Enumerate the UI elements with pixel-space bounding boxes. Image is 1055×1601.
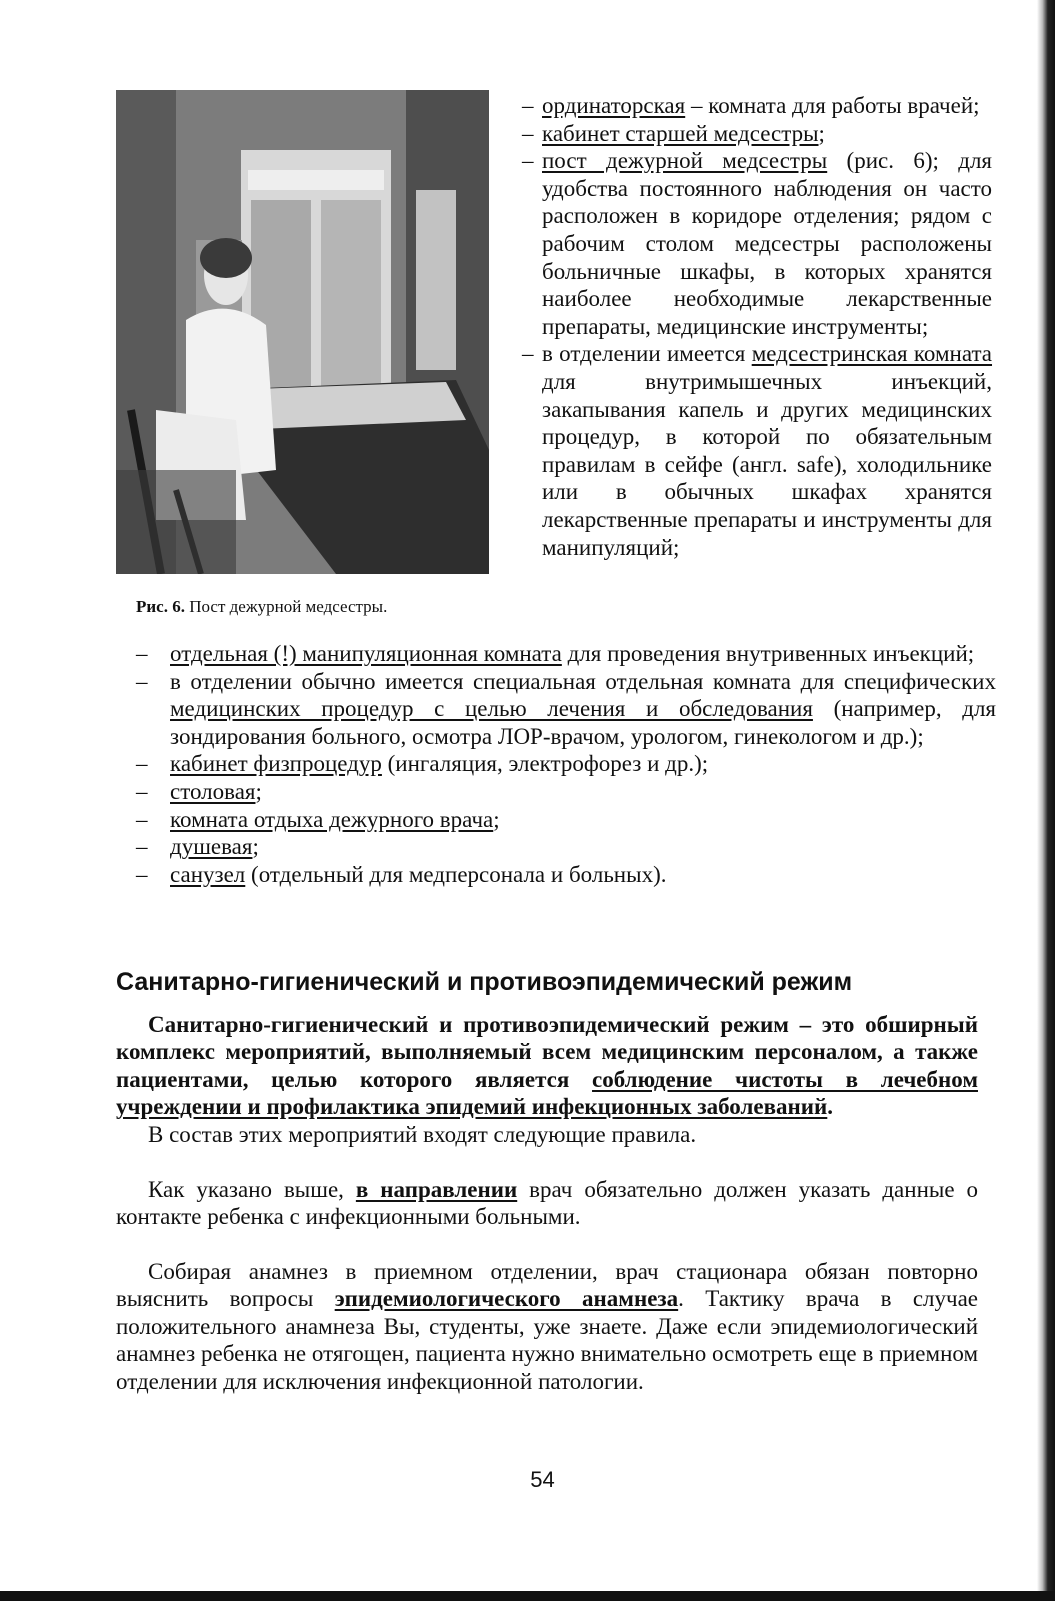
nurse-station-photo	[116, 90, 489, 574]
list-text: ;	[493, 806, 500, 832]
referral-emphasis: в направлении	[355, 1177, 518, 1202]
list-text: – комната для работы врачей;	[685, 93, 980, 118]
scan-edge-bottom	[0, 1591, 1055, 1601]
list-item	[136, 833, 996, 861]
section-heading: Санитарно-гигиенический и противоэпидемический режим	[116, 968, 853, 996]
term-nurse-room: медсестринская комната	[751, 341, 993, 367]
list-item	[136, 806, 996, 834]
list-text: в отделении обычно имеется специальная отдельная комната для специфических	[170, 668, 996, 694]
paragraph-referral	[116, 1176, 978, 1231]
room-list-main	[136, 640, 996, 888]
paragraph-anamnesis	[116, 1258, 978, 1395]
definition-text: Санитарно-гигиенический и противоэпидемический режим – это обширный комплекс мероприятий, выполняемый всем медицинским персоналом, а также пациентами, целью которого является	[116, 1012, 978, 1092]
list-item	[136, 668, 996, 751]
list-dash: –	[522, 120, 534, 146]
list-text: ;	[252, 834, 259, 860]
list-dash: –	[136, 861, 148, 887]
definition-emphasis: соблюдение чистоты в лечебном учреждении и профилактика эпидемий инфекционных заболеваний	[116, 1066, 978, 1120]
list-dash: –	[136, 778, 148, 804]
list-item	[136, 640, 996, 668]
rules-intro-text: В состав этих мероприятий входят следующие правила.	[148, 1122, 697, 1147]
list-dash: –	[136, 641, 148, 666]
list-text: (рис. 6); для удобства постоянного наблюдения он часто расположен в коридоре отделения; рядом с рабочим столом медсестры расположены больничные шкафы, в которых хранятся наиболее необходимые лекарственные препараты, медицинские инструменты;	[542, 148, 992, 339]
term-bathroom: санузел	[170, 861, 246, 887]
page-number: 54	[530, 1467, 555, 1492]
list-text: ;	[255, 778, 262, 804]
list-text: ;	[818, 120, 825, 146]
list-text: в отделении имеется	[542, 341, 752, 367]
referral-text-end: врач обязательно должен указать данные о контакте ребенка с инфекционными больными.	[116, 1177, 978, 1230]
definition-end: .	[827, 1094, 834, 1120]
figure-caption	[136, 596, 496, 618]
list-dash: –	[522, 93, 534, 118]
list-item	[522, 147, 992, 340]
caption-text: Пост дежурной медсестры.	[184, 597, 388, 616]
list-text: для внутримышечных инъекций, закапывания капель и других медицинских процедур, в которой по обязательным правилам в сейфе (англ. safe), холодильнике или в обычных шкафах хранятся лекарственные препараты и инструменты для манипуляций;	[542, 368, 992, 560]
list-text: (например, для зондирования больного, осмотра ЛОР-врачом, урологом, гинекологом и др.);	[170, 696, 996, 749]
caption-label: Рис. 6.	[136, 597, 185, 616]
list-item	[522, 340, 992, 561]
list-item	[522, 92, 992, 120]
scan-edge-right	[1037, 0, 1055, 1601]
term-ordinatorskaya: ординаторская	[542, 93, 686, 118]
term-doctor-rest-room: комната отдыха дежурного врача	[170, 806, 494, 832]
list-dash: –	[136, 834, 148, 860]
list-dash: –	[522, 341, 534, 367]
list-dash: –	[522, 148, 534, 174]
list-item	[136, 861, 996, 889]
term-physio-room: кабинет физпроцедур	[170, 751, 382, 777]
referral-text: Как указано выше,	[148, 1177, 356, 1202]
list-dash: –	[136, 751, 148, 777]
list-item	[522, 120, 992, 148]
list-text: (отдельный для медперсонала и больных).	[245, 861, 667, 887]
list-text: (ингаляция, электрофорез и др.);	[381, 751, 709, 777]
term-nurse-post: пост дежурной медсестры	[542, 148, 828, 174]
room-list-right-column	[522, 92, 992, 561]
anamnesis-text-end: . Тактику врача в случае положительного анамнеза Вы, студенты, уже знаете. Даже если эпидемиологический анамнез ребенка не отягощен, пациента нужно внимательно осмотреть еще в приемном отделении для исключения инфекционной патологии.	[116, 1286, 978, 1394]
term-manipulation-room: отдельная (!) манипуляционная комната	[170, 641, 562, 666]
list-dash: –	[136, 668, 148, 694]
paragraph-rules-intro	[116, 1121, 978, 1148]
term-shower: душевая	[170, 834, 253, 860]
anamnesis-text: Собирая анамнез в приемном отделении, врач стационара обязан повторно выяснить вопросы	[116, 1259, 978, 1312]
list-item	[136, 750, 996, 778]
anamnesis-emphasis: эпидемиологического анамнеза	[334, 1286, 679, 1312]
list-text: для проведения внутривенных инъекций;	[561, 641, 975, 666]
term-dining-room: столовая	[170, 778, 256, 804]
list-item	[136, 778, 996, 806]
paragraph-definition	[116, 1011, 978, 1121]
list-dash: –	[136, 806, 148, 832]
term-medical-procedures: медицинских процедур с целью лечения и обследования	[170, 696, 813, 722]
term-head-nurse-office: кабинет старшей медсестры	[542, 120, 819, 146]
